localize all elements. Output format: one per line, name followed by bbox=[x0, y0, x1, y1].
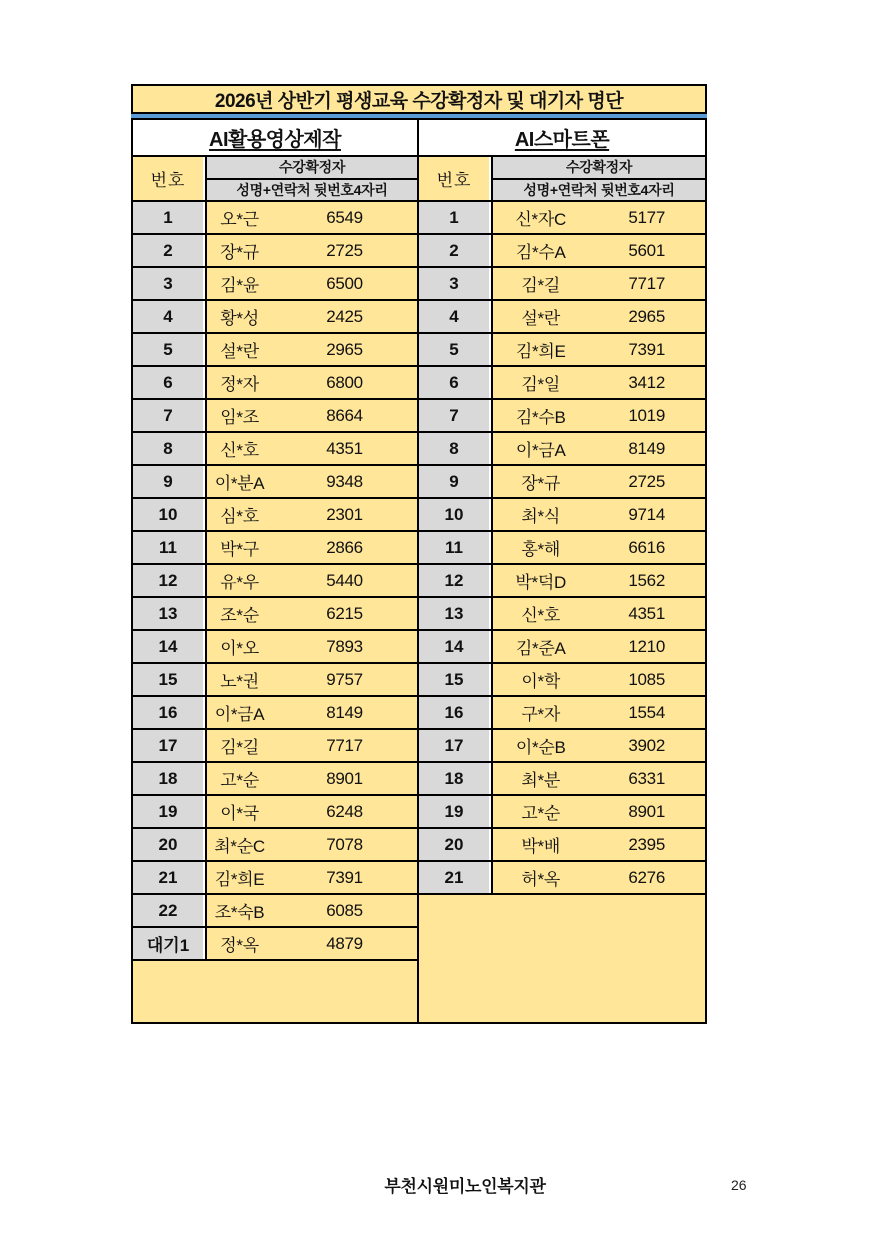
row-number-cell: 3 bbox=[419, 268, 491, 299]
number-column-header: 번호 bbox=[419, 157, 491, 200]
student-name: 최*식 bbox=[521, 507, 560, 526]
phone-last4: 9714 bbox=[628, 504, 665, 524]
table-row bbox=[133, 466, 417, 499]
row-name-phone-cell bbox=[491, 796, 705, 827]
table-row bbox=[419, 202, 705, 235]
name-phone-label: 성명+연락처 뒷번호4자리 bbox=[493, 180, 705, 201]
table-row bbox=[419, 598, 705, 631]
empty-cells-area bbox=[133, 961, 417, 1022]
row-name-phone-cell bbox=[491, 565, 705, 596]
student-name: 고*순 bbox=[220, 771, 259, 790]
row-number-cell: 9 bbox=[419, 466, 491, 497]
row-number-cell: 4 bbox=[419, 301, 491, 332]
row-number-cell: 21 bbox=[133, 862, 205, 893]
row-name-phone-cell bbox=[491, 697, 705, 728]
row-number-cell: 7 bbox=[419, 400, 491, 431]
table-row bbox=[133, 499, 417, 532]
phone-last4: 2395 bbox=[628, 834, 665, 854]
phone-last4: 6248 bbox=[326, 801, 363, 821]
table-row bbox=[419, 763, 705, 796]
row-name-phone-cell bbox=[205, 697, 417, 728]
phone-last4: 5440 bbox=[326, 570, 363, 590]
table-row bbox=[419, 796, 705, 829]
student-name: 박*덕D bbox=[515, 573, 566, 592]
table-row bbox=[419, 565, 705, 598]
student-name: 임*조 bbox=[220, 408, 259, 427]
name-phone-label: 성명+연락처 뒷번호4자리 bbox=[207, 180, 417, 201]
row-name-phone-cell bbox=[491, 334, 705, 365]
phone-last4: 2301 bbox=[326, 504, 363, 524]
row-name-phone-cell bbox=[491, 301, 705, 332]
student-name: 신*호 bbox=[521, 606, 560, 625]
row-number-cell: 10 bbox=[419, 499, 491, 530]
table-row bbox=[419, 664, 705, 697]
row-name-phone-cell bbox=[491, 367, 705, 398]
student-name: 설*란 bbox=[220, 342, 259, 361]
row-number-cell: 대기1 bbox=[133, 928, 205, 959]
student-name: 정*옥 bbox=[220, 936, 259, 955]
phone-last4: 9348 bbox=[326, 471, 363, 491]
student-name: 이*분A bbox=[214, 474, 265, 493]
row-name-phone-cell bbox=[205, 367, 417, 398]
course-title: AI활용영상제작 bbox=[133, 120, 417, 157]
phone-last4: 4351 bbox=[628, 603, 665, 623]
table-row bbox=[133, 697, 417, 730]
phone-last4: 6616 bbox=[628, 537, 665, 557]
student-name: 노*권 bbox=[220, 672, 259, 691]
row-number-cell: 1 bbox=[419, 202, 491, 233]
phone-last4: 2866 bbox=[326, 537, 363, 557]
row-name-phone-cell bbox=[205, 631, 417, 662]
row-name-phone-cell bbox=[491, 466, 705, 497]
student-name: 조*숙B bbox=[214, 903, 265, 922]
table-row bbox=[133, 532, 417, 565]
row-name-phone-cell bbox=[205, 895, 417, 926]
phone-last4: 2425 bbox=[326, 306, 363, 326]
phone-last4: 2965 bbox=[628, 306, 665, 326]
student-name: 오*근 bbox=[220, 210, 259, 229]
table-rows bbox=[419, 202, 705, 895]
student-name: 이*금A bbox=[515, 441, 566, 460]
row-number-cell: 20 bbox=[419, 829, 491, 860]
phone-last4: 2725 bbox=[628, 471, 665, 491]
table-row bbox=[133, 598, 417, 631]
student-name: 이*오 bbox=[220, 639, 259, 658]
row-name-phone-cell bbox=[491, 532, 705, 563]
row-number-cell: 13 bbox=[419, 598, 491, 629]
row-number-cell: 3 bbox=[133, 268, 205, 299]
row-number-cell: 20 bbox=[133, 829, 205, 860]
phone-last4: 6500 bbox=[326, 273, 363, 293]
student-name: 김*길 bbox=[521, 276, 560, 295]
row-name-phone-cell bbox=[205, 301, 417, 332]
student-name: 구*자 bbox=[521, 705, 560, 724]
phone-last4: 7717 bbox=[628, 273, 665, 293]
phone-last4: 6215 bbox=[326, 603, 363, 623]
row-number-cell: 8 bbox=[133, 433, 205, 464]
row-number-cell: 9 bbox=[133, 466, 205, 497]
phone-last4: 6331 bbox=[628, 768, 665, 788]
student-name: 심*호 bbox=[220, 507, 259, 526]
row-number-cell: 2 bbox=[419, 235, 491, 266]
table-row bbox=[419, 697, 705, 730]
phone-last4: 1562 bbox=[628, 570, 665, 590]
student-name: 홍*해 bbox=[521, 540, 560, 559]
row-name-phone-cell bbox=[205, 334, 417, 365]
student-name: 장*규 bbox=[521, 474, 560, 493]
phone-last4: 8664 bbox=[326, 405, 363, 425]
row-number-cell: 11 bbox=[419, 532, 491, 563]
row-number-cell: 22 bbox=[133, 895, 205, 926]
student-name: 김*희E bbox=[214, 870, 265, 889]
row-number-cell: 15 bbox=[133, 664, 205, 695]
phone-last4: 6085 bbox=[326, 900, 363, 920]
footer-organization: 부천시원미노인복지관 bbox=[384, 1177, 546, 1196]
student-name: 이*학 bbox=[521, 672, 560, 691]
table-row bbox=[419, 499, 705, 532]
phone-last4: 1210 bbox=[628, 636, 665, 656]
student-name: 김*윤 bbox=[220, 276, 259, 295]
row-number-cell: 11 bbox=[133, 532, 205, 563]
row-number-cell: 12 bbox=[133, 565, 205, 596]
row-number-cell: 18 bbox=[419, 763, 491, 794]
table-row bbox=[419, 862, 705, 895]
student-name: 박*배 bbox=[521, 837, 560, 856]
table-row bbox=[133, 862, 417, 895]
student-name: 김*희E bbox=[515, 342, 566, 361]
row-number-cell: 15 bbox=[419, 664, 491, 695]
confirmed-label: 수강확정자 bbox=[493, 157, 705, 180]
phone-last4: 6276 bbox=[628, 867, 665, 887]
course-table-ai-video bbox=[133, 120, 419, 1022]
student-name: 설*란 bbox=[521, 309, 560, 328]
row-name-phone-cell bbox=[205, 433, 417, 464]
table-row bbox=[419, 334, 705, 367]
row-name-phone-cell bbox=[491, 268, 705, 299]
phone-last4: 1554 bbox=[628, 702, 665, 722]
student-name: 이*순B bbox=[515, 738, 566, 757]
row-name-phone-cell bbox=[205, 763, 417, 794]
row-name-phone-cell bbox=[205, 565, 417, 596]
student-name: 김*준A bbox=[515, 639, 566, 658]
table-row bbox=[133, 268, 417, 301]
phone-last4: 3412 bbox=[628, 372, 665, 392]
row-number-cell: 14 bbox=[419, 631, 491, 662]
phone-last4: 1085 bbox=[628, 669, 665, 689]
student-name: 고*순 bbox=[521, 804, 560, 823]
row-number-cell: 10 bbox=[133, 499, 205, 530]
row-name-phone-cell bbox=[205, 235, 417, 266]
table-row bbox=[419, 466, 705, 499]
phone-last4: 2725 bbox=[326, 240, 363, 260]
student-name: 김*수A bbox=[515, 243, 566, 262]
phone-last4: 7717 bbox=[326, 735, 363, 755]
row-name-phone-cell bbox=[491, 202, 705, 233]
column-header-row bbox=[133, 157, 417, 202]
student-name: 이*국 bbox=[220, 804, 259, 823]
document-title: 2026년 상반기 평생교육 수강확정자 및 대기자 명단 bbox=[131, 84, 707, 114]
phone-last4: 5601 bbox=[628, 240, 665, 260]
student-name: 허*옥 bbox=[521, 870, 560, 889]
row-number-cell: 19 bbox=[133, 796, 205, 827]
row-name-phone-cell bbox=[205, 829, 417, 860]
row-number-cell: 1 bbox=[133, 202, 205, 233]
student-name: 장*규 bbox=[220, 243, 259, 262]
table-row bbox=[419, 631, 705, 664]
row-number-cell: 8 bbox=[419, 433, 491, 464]
row-number-cell: 6 bbox=[133, 367, 205, 398]
phone-last4: 9757 bbox=[326, 669, 363, 689]
row-number-cell: 19 bbox=[419, 796, 491, 827]
row-number-cell: 4 bbox=[133, 301, 205, 332]
table-row bbox=[133, 400, 417, 433]
phone-last4: 7391 bbox=[628, 339, 665, 359]
row-name-phone-cell bbox=[491, 400, 705, 431]
row-number-cell: 2 bbox=[133, 235, 205, 266]
table-row bbox=[419, 235, 705, 268]
student-name: 유*우 bbox=[220, 573, 259, 592]
phone-last4: 8901 bbox=[628, 801, 665, 821]
table-rows bbox=[133, 202, 417, 961]
row-name-phone-cell bbox=[491, 763, 705, 794]
table-row bbox=[419, 301, 705, 334]
row-name-phone-cell bbox=[205, 400, 417, 431]
student-name: 최*순C bbox=[214, 837, 265, 856]
column-header-row bbox=[419, 157, 705, 202]
row-name-phone-cell bbox=[205, 499, 417, 530]
row-number-cell: 14 bbox=[133, 631, 205, 662]
student-name: 김*길 bbox=[220, 738, 259, 757]
phone-last4: 3902 bbox=[628, 735, 665, 755]
row-name-phone-cell bbox=[491, 730, 705, 761]
row-number-cell: 21 bbox=[419, 862, 491, 893]
table-row bbox=[133, 202, 417, 235]
confirmed-label: 수강확정자 bbox=[207, 157, 417, 180]
row-number-cell: 5 bbox=[133, 334, 205, 365]
table-row bbox=[133, 235, 417, 268]
phone-last4: 1019 bbox=[628, 405, 665, 425]
row-name-phone-cell bbox=[491, 829, 705, 860]
empty-cells-area bbox=[419, 895, 705, 1022]
table-row bbox=[419, 433, 705, 466]
row-name-phone-cell bbox=[491, 598, 705, 629]
row-number-cell: 7 bbox=[133, 400, 205, 431]
student-name: 신*호 bbox=[220, 441, 259, 460]
row-name-phone-cell bbox=[205, 796, 417, 827]
row-number-cell: 17 bbox=[133, 730, 205, 761]
row-number-cell: 13 bbox=[133, 598, 205, 629]
row-number-cell: 17 bbox=[419, 730, 491, 761]
row-name-phone-cell bbox=[491, 499, 705, 530]
student-name: 최*분 bbox=[521, 771, 560, 790]
table-row bbox=[133, 664, 417, 697]
table-row bbox=[419, 532, 705, 565]
phone-last4: 4879 bbox=[326, 933, 363, 953]
row-number-cell: 5 bbox=[419, 334, 491, 365]
table-row bbox=[133, 301, 417, 334]
table-row bbox=[133, 796, 417, 829]
table-row bbox=[419, 730, 705, 763]
row-name-phone-cell bbox=[205, 928, 417, 959]
phone-last4: 4351 bbox=[326, 438, 363, 458]
phone-last4: 8149 bbox=[326, 702, 363, 722]
page-number: 26 bbox=[731, 1177, 747, 1193]
row-number-cell: 12 bbox=[419, 565, 491, 596]
student-name: 이*금A bbox=[214, 705, 265, 724]
roster-tables-container bbox=[131, 118, 707, 1024]
table-row bbox=[419, 268, 705, 301]
phone-last4: 7391 bbox=[326, 867, 363, 887]
course-table-ai-smartphone bbox=[419, 120, 705, 1022]
table-row bbox=[419, 367, 705, 400]
row-name-phone-cell bbox=[205, 664, 417, 695]
row-number-cell: 16 bbox=[419, 697, 491, 728]
phone-last4: 7078 bbox=[326, 834, 363, 854]
row-name-phone-cell bbox=[205, 598, 417, 629]
confirmed-column-header bbox=[491, 157, 705, 200]
student-name: 정*자 bbox=[220, 375, 259, 394]
roster-document bbox=[131, 84, 707, 1024]
confirmed-column-header bbox=[205, 157, 417, 200]
student-name: 신*자C bbox=[515, 210, 566, 229]
row-name-phone-cell bbox=[205, 862, 417, 893]
table-row bbox=[419, 400, 705, 433]
row-name-phone-cell bbox=[205, 730, 417, 761]
table-row bbox=[133, 631, 417, 664]
student-name: 김*일 bbox=[521, 375, 560, 394]
student-name: 박*구 bbox=[220, 540, 259, 559]
course-title: AI스마트폰 bbox=[419, 120, 705, 157]
table-row bbox=[133, 928, 417, 961]
student-name: 김*수B bbox=[515, 408, 566, 427]
row-name-phone-cell bbox=[491, 862, 705, 893]
row-name-phone-cell bbox=[205, 532, 417, 563]
table-row bbox=[133, 367, 417, 400]
table-row bbox=[133, 565, 417, 598]
row-number-cell: 6 bbox=[419, 367, 491, 398]
number-column-header: 번호 bbox=[133, 157, 205, 200]
phone-last4: 6549 bbox=[326, 207, 363, 227]
row-name-phone-cell bbox=[491, 664, 705, 695]
phone-last4: 5177 bbox=[628, 207, 665, 227]
phone-last4: 2965 bbox=[326, 339, 363, 359]
row-name-phone-cell bbox=[491, 433, 705, 464]
row-name-phone-cell bbox=[205, 466, 417, 497]
row-name-phone-cell bbox=[491, 631, 705, 662]
row-name-phone-cell bbox=[205, 268, 417, 299]
table-row bbox=[133, 895, 417, 928]
phone-last4: 8901 bbox=[326, 768, 363, 788]
student-name: 황*성 bbox=[220, 309, 259, 328]
phone-last4: 6800 bbox=[326, 372, 363, 392]
phone-last4: 8149 bbox=[628, 438, 665, 458]
table-row bbox=[133, 763, 417, 796]
table-row bbox=[133, 433, 417, 466]
phone-last4: 7893 bbox=[326, 636, 363, 656]
table-row bbox=[133, 730, 417, 763]
student-name: 조*순 bbox=[220, 606, 259, 625]
row-name-phone-cell bbox=[491, 235, 705, 266]
table-row bbox=[419, 829, 705, 862]
table-row bbox=[133, 829, 417, 862]
table-row bbox=[133, 334, 417, 367]
row-number-cell: 18 bbox=[133, 763, 205, 794]
row-name-phone-cell bbox=[205, 202, 417, 233]
row-number-cell: 16 bbox=[133, 697, 205, 728]
